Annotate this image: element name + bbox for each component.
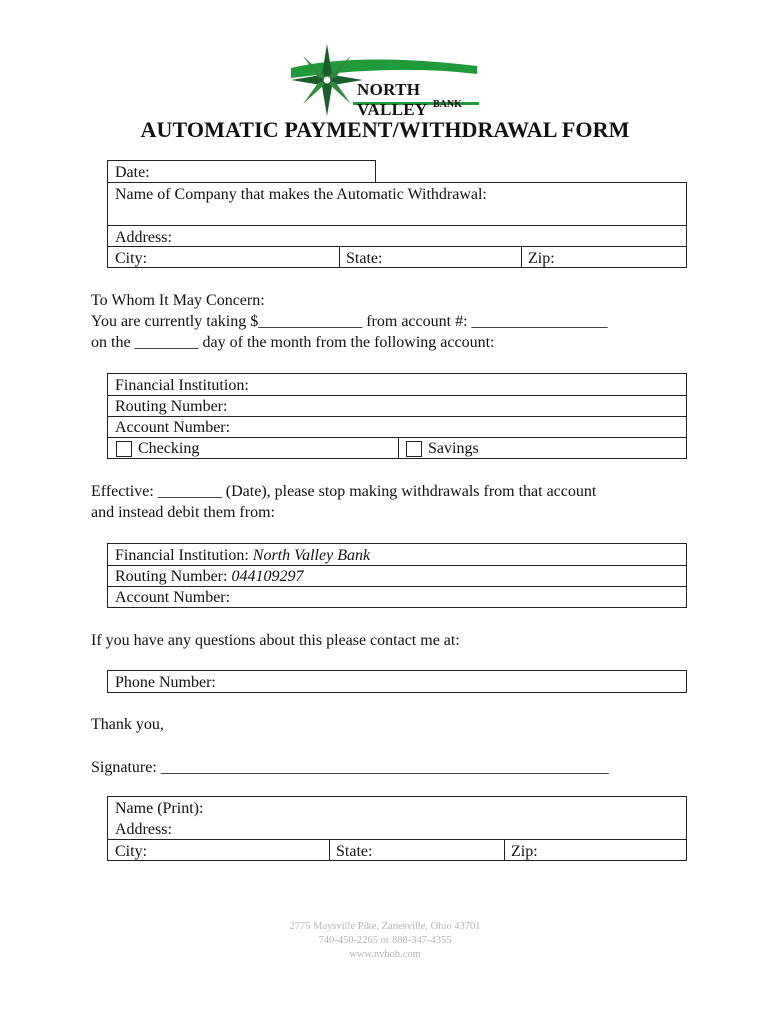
withdrawal-amount-line: You are currently taking $_____________ from account #: _________________	[91, 313, 608, 330]
signature-line[interactable]: Signature: ________________________________________________________	[91, 759, 609, 776]
company-city-label: City:	[115, 250, 148, 267]
old-routing-label: Routing Number:	[115, 398, 228, 415]
company-state-label: State:	[346, 250, 383, 267]
new-routing-value: 044109297	[231, 568, 304, 585]
current-account-box	[107, 373, 687, 459]
salutation: To Whom It May Concern:	[91, 292, 265, 309]
signer-city-label: City:	[115, 843, 148, 860]
new-institution-label: Financial Institution:	[115, 547, 253, 564]
bank-logo	[287, 44, 483, 119]
effective-line: Effective: ________ (Date), please stop making withdrawals from that account	[91, 483, 597, 500]
footer-website[interactable]: www.nvboh.com	[349, 949, 421, 960]
signer-zip-label: Zip:	[511, 843, 538, 860]
logo-name: NORTH VALLEY	[357, 80, 428, 119]
signer-address-label: Address:	[115, 821, 172, 838]
new-account-label: Account Number:	[115, 589, 231, 606]
new-account-box	[107, 543, 687, 608]
footer-address: 2775 Maysville Pike, Zanesville, Ohio 43701	[289, 921, 481, 932]
logo-subname: BANK	[433, 99, 462, 110]
new-institution-row	[115, 545, 370, 566]
company-address-label: Address:	[115, 229, 172, 246]
company-info-box	[107, 182, 687, 268]
date-label: Date:	[115, 164, 150, 181]
phone-label: Phone Number:	[115, 674, 216, 691]
signer-state-label: State:	[336, 843, 373, 860]
company-zip-label: Zip:	[528, 250, 555, 267]
date-field[interactable]	[107, 160, 376, 183]
footer-phone: 740-450-2265 or 888-347-4355	[318, 935, 452, 946]
savings-label: Savings	[428, 440, 479, 457]
new-routing-row	[115, 566, 303, 587]
checking-label: Checking	[138, 440, 200, 457]
phone-field[interactable]	[107, 670, 687, 693]
savings-checkbox[interactable]	[406, 441, 422, 457]
withdrawal-day-line: on the ________ day of the month from the following account:	[91, 334, 495, 351]
new-institution-value: North Valley Bank	[252, 547, 371, 564]
signer-name-label: Name (Print):	[115, 800, 204, 817]
signer-info-box	[107, 796, 687, 861]
old-account-label: Account Number:	[115, 419, 231, 436]
effective-line-2: and instead debit them from:	[91, 504, 275, 521]
contact-prompt: If you have any questions about this please contact me at:	[91, 632, 460, 649]
new-routing-label: Routing Number:	[115, 568, 232, 585]
old-institution-label: Financial Institution:	[115, 377, 249, 394]
form-title: AUTOMATIC PAYMENT/WITHDRAWAL FORM	[140, 117, 630, 142]
checking-checkbox[interactable]	[116, 441, 132, 457]
company-name-label: Name of Company that makes the Automatic Withdrawal:	[115, 186, 487, 203]
thank-you: Thank you,	[91, 716, 164, 733]
